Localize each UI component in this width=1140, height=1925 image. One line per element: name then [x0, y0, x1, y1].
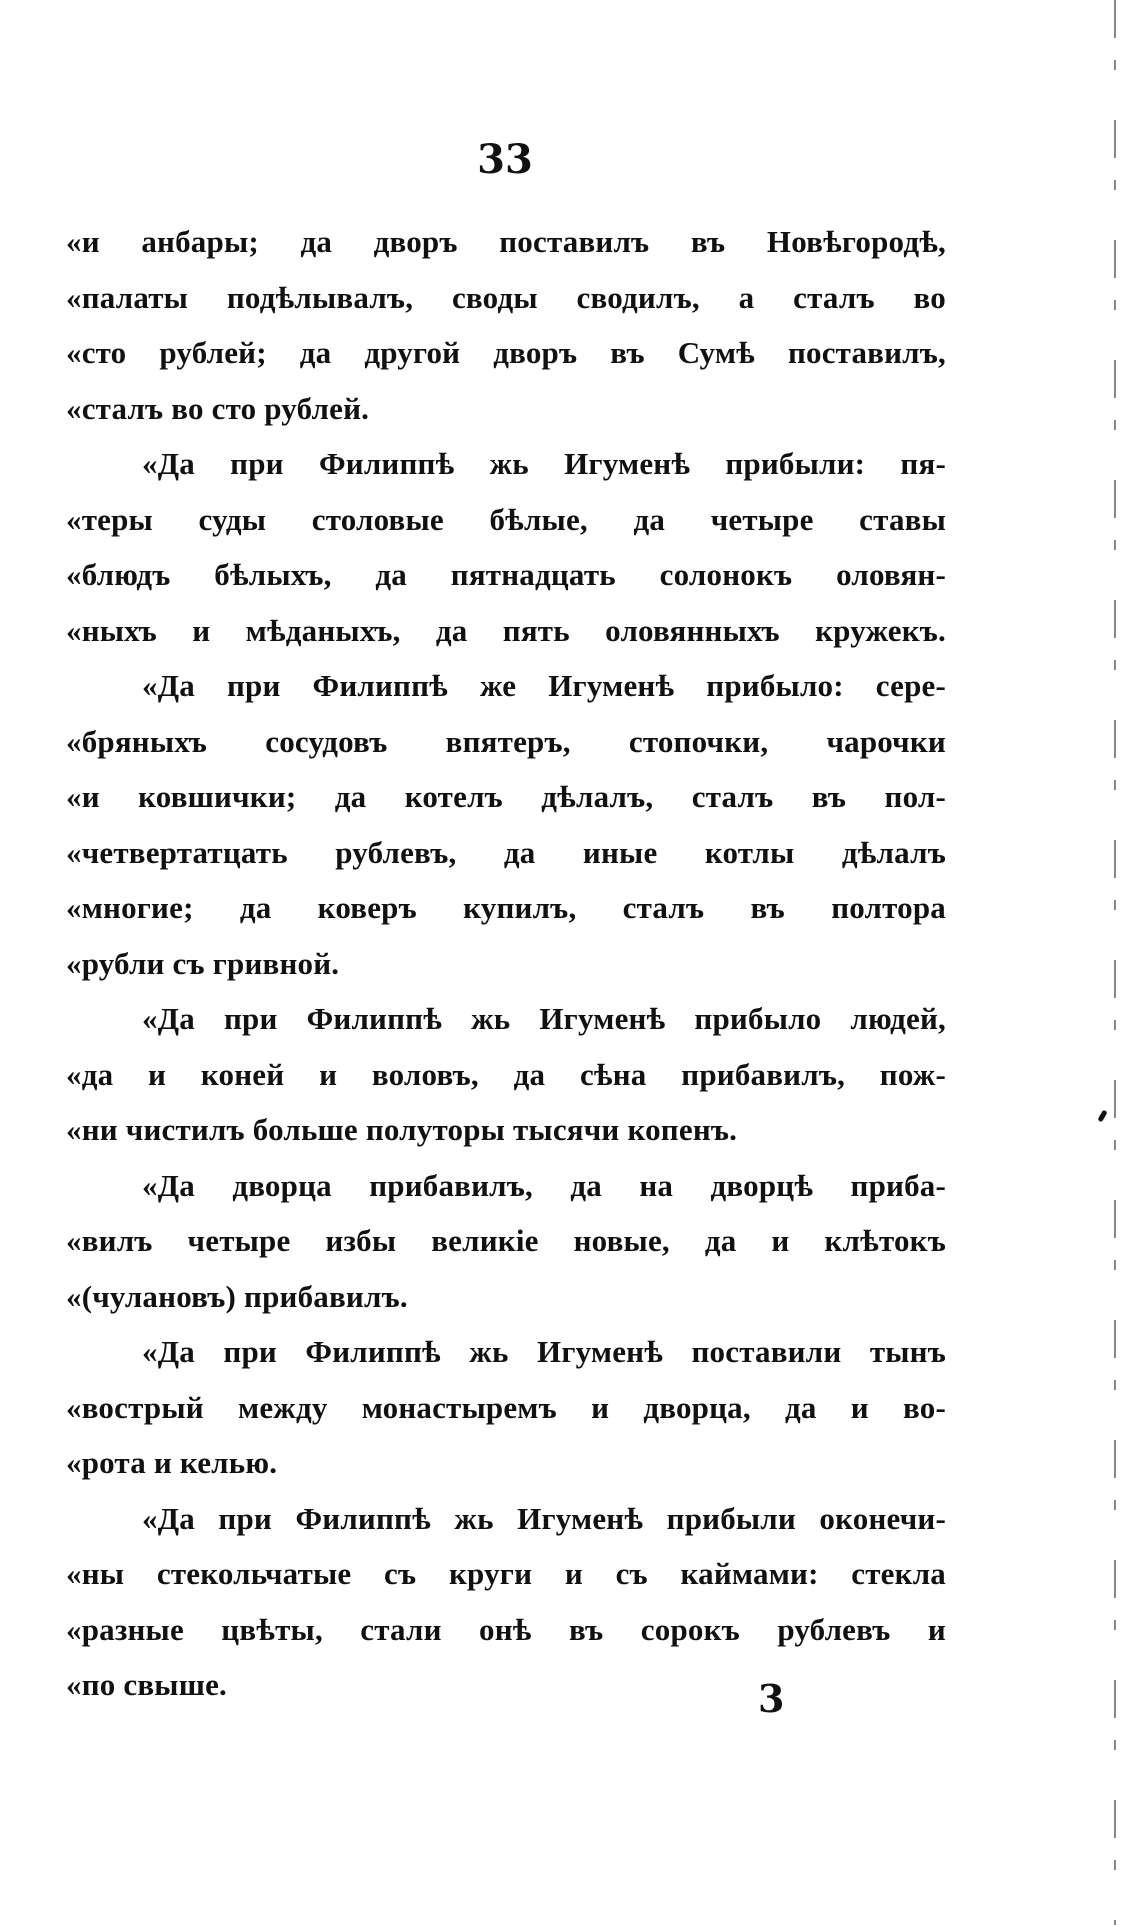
- text-line: «Да при Филиппѣ жь Игуменѣ поставили тынъ: [142, 1334, 946, 1369]
- text-line: «Да при Филиппѣ жь Игуменѣ прибыло людей,: [142, 1001, 946, 1036]
- text-line: «бряныхъ сосудовъ впятеръ, стопочки, чарочки: [66, 723, 946, 759]
- text-line: «палаты подѣлывалъ, своды сводилъ, а сталъ во: [66, 279, 946, 315]
- page-edge-shadow: [1114, 0, 1116, 1925]
- ink-speck: [1097, 1110, 1107, 1123]
- text-line: «блюдъ бѣлыхъ, да пятнадцать солонокъ оловян-: [66, 557, 946, 592]
- text-line: «Да дворца прибавилъ, да на дворцѣ приба-: [142, 1167, 946, 1203]
- text-line: «рота и келью.: [66, 1445, 278, 1480]
- text-line: «Да при Филиппѣ жь Игуменѣ прибыли: пя-: [142, 446, 946, 481]
- text-line: «ныхъ и мѣданыхъ, да пять оловянныхъ кружекъ.: [66, 612, 946, 648]
- text-line: «рубли съ гривной.: [66, 945, 340, 981]
- body-text: [66, 214, 946, 1713]
- text-line: «вострый между монастыремъ и дворца, да и во-: [66, 1389, 946, 1425]
- text-line: «ни чистилъ больше полуторы тысячи копенъ.: [66, 1112, 738, 1147]
- text-line: «разные цвѣты, стали онѣ въ сорокъ рублевъ и: [66, 1611, 946, 1647]
- text-line: «сто рублей; да другой дворъ въ Сумѣ поставилъ,: [66, 335, 946, 370]
- text-line: «Да при Филиппѣ жь Игуменѣ прибыли оконечи-: [142, 1500, 946, 1536]
- text-line: «ны стекольчатые съ круги и съ каймами: стекла: [66, 1556, 946, 1591]
- text-line: «и ковшички; да котелъ дѣлалъ, сталъ въ пол-: [66, 779, 946, 814]
- text-line: «многие; да коверъ купилъ, сталъ въ полтора: [66, 890, 946, 925]
- text-line: «(чулановъ) прибавилъ.: [66, 1278, 408, 1314]
- text-line: «Да при Филиппѣ же Игуменѣ прибыло: сере-: [142, 668, 946, 703]
- text-line: «теры суды столовые бѣлые, да четыре ставы: [66, 501, 946, 537]
- printer-signature-mark: 3: [758, 1676, 785, 1721]
- text-line: «да и коней и воловъ, да сѣна прибавилъ, пож-: [66, 1056, 946, 1092]
- text-line: «и анбары; да дворъ поставилъ въ Новѣгородѣ,: [66, 224, 946, 259]
- text-line: «четвертатцать рублевъ, да иные котлы дѣлалъ: [66, 834, 946, 870]
- text-line: «вилъ четыре избы великіе новые, да и клѣтокъ: [66, 1223, 946, 1258]
- text-line: «сталъ во сто рублей.: [66, 390, 370, 426]
- text-line: «по свыше.: [66, 1667, 227, 1702]
- page-number: 33: [477, 136, 533, 183]
